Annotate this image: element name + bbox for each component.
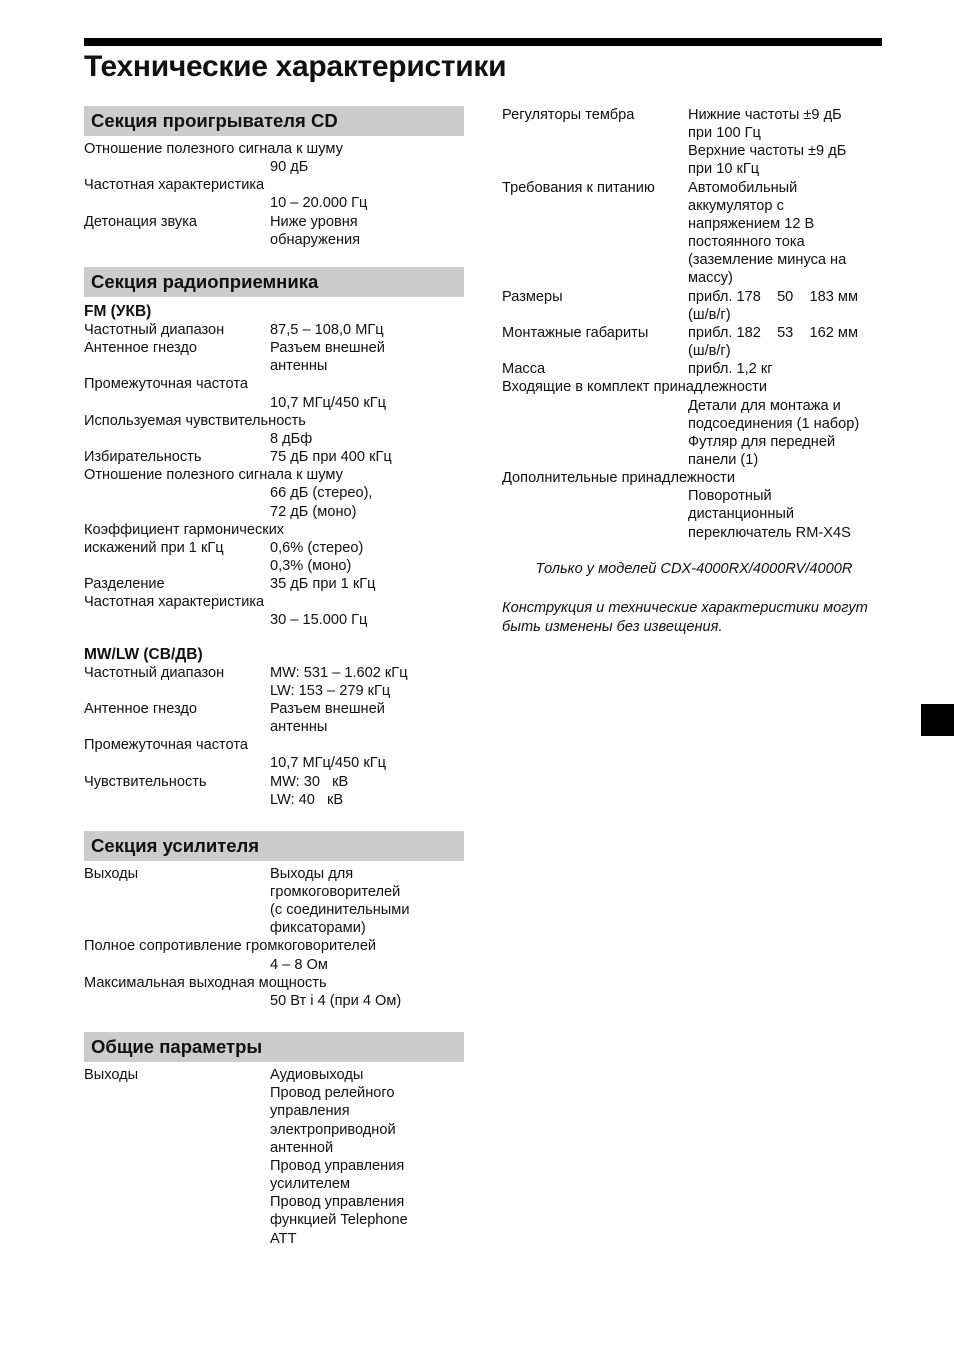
cd-snr-label: Отношение полезного сигнала к шуму — [84, 141, 343, 157]
general-out-label: Выходы — [84, 1067, 139, 1084]
left-column — [84, 106, 464, 1266]
cd-freq-value: 10 – 20.000 Гц — [270, 195, 368, 212]
fm-range-value: 87,5 – 108,0 МГц — [270, 321, 384, 338]
fm-snr-label: Отношение полезного сигнала к шуму — [84, 467, 343, 484]
power-label: Требования к питанию — [502, 179, 655, 196]
fm-sel-value: 75 дБ при 400 кГц — [270, 449, 392, 466]
mwlw-range-value-line: MW: 531 – 1.602 кГц — [270, 664, 408, 681]
tuner-section — [84, 267, 464, 809]
amp-out-value-line: громкоговорителей — [270, 884, 401, 900]
optional-value-line: переключатель RM-X4S — [688, 524, 851, 541]
general-out-value-line: Провод управления — [270, 1157, 405, 1174]
mwlw-if-value: 10,7 МГц/450 кГц — [270, 755, 386, 772]
cd-freq-label: Частотная характеристика — [84, 177, 265, 194]
fm-sep-label: Разделение — [84, 576, 165, 593]
models-note: Только у моделей CDX-4000RX/4000RV/4000R — [535, 560, 853, 577]
cd-section-heading: Секция проигрывателя CD — [84, 106, 464, 136]
mount-value-line: (ш/в/г) — [688, 343, 731, 360]
optional-value-line: Поворотный — [688, 488, 772, 505]
cd-snr-value: 90 дБ — [270, 159, 309, 176]
supplied-value-line: подсоединения (1 набор) — [688, 415, 860, 432]
general-section — [84, 1032, 464, 1248]
tone-value-line: Нижние частоты ±9 дБ — [688, 107, 842, 123]
general-out-value-line: функцией Telephone — [270, 1212, 408, 1229]
power-value-line: (заземление минуса на — [688, 252, 847, 269]
dim-value-line: (ш/в/г) — [688, 306, 731, 323]
fm-sens-value: 8 дБф — [270, 430, 313, 447]
mwlw-subheading: MW/LW (СВ/ДВ) — [84, 645, 203, 663]
tone-value-line: при 10 кГц — [688, 161, 760, 178]
optional-label: Дополнительные принадлежности — [502, 470, 735, 487]
amp-out-value-line: Выходы для — [270, 865, 354, 882]
cd-wow-label: Детонация звука — [84, 213, 198, 230]
power-value-line: напряжением 12 В — [688, 215, 815, 232]
amp-pow-value: 50 Вт і 4 (при 4 Ом) — [270, 992, 402, 1009]
dim-label: Размеры — [502, 288, 563, 305]
supplied-value-line: Футляр для передней — [688, 433, 836, 450]
disclaimer-line: Конструкция и технические характеристики могут — [502, 599, 868, 616]
amp-pow-label: Максимальная выходная мощность — [84, 974, 327, 991]
mwlw-if-label: Промежуточная частота — [84, 737, 248, 754]
fm-subheading: FM (УКВ) — [84, 302, 152, 320]
amp-imp-value: 4 – 8 Ом — [270, 956, 328, 973]
mass-value: прибл. 1,2 кг — [688, 361, 773, 378]
supplied-value-line: панели (1) — [688, 451, 759, 468]
fm-snr-value-line: 72 дБ (моно) — [270, 503, 357, 520]
general-out-value-line: Провод релейного — [270, 1085, 395, 1102]
optional-value-line: дистанционный — [688, 506, 795, 523]
fm-antenna-label: Антенное гнездо — [84, 340, 198, 357]
tuner-section-heading: Секция радиоприемника — [84, 267, 464, 297]
mount-value-line: прибл. 182 53 162 мм — [688, 324, 858, 341]
cd-section — [84, 106, 464, 249]
tone-value-line: Верхние частоты ±9 дБ — [688, 143, 847, 160]
disclaimer-line: быть изменены без извещения. — [502, 618, 723, 635]
mwlw-sens-value-line: MW: 30 кВ — [270, 773, 349, 790]
fm-sel-label: Избирательность — [84, 449, 202, 466]
disclaimer-note — [502, 599, 886, 637]
amp-out-value-line: фиксаторами) — [270, 920, 366, 937]
general-out-value-line: усилителем — [270, 1176, 351, 1193]
power-value-line: постоянного тока — [688, 234, 805, 251]
mwlw-antenna-label: Антенное гнездо — [84, 700, 198, 717]
mount-label: Монтажные габариты — [502, 324, 649, 341]
supplied-label: Входящие в комплект принадлежности — [502, 379, 767, 396]
fm-snr-value-line: 66 дБ (стерео), — [270, 485, 373, 502]
mwlw-range-value-line: LW: 153 – 279 кГц — [270, 682, 391, 699]
mass-label: Масса — [502, 361, 546, 378]
fm-antenna-value-line: Разъем внешней — [270, 340, 385, 357]
general-out-value-line: Аудиовыходы — [270, 1067, 364, 1084]
dim-value-line: прибл. 178 50 183 мм — [688, 288, 858, 305]
cd-wow-row — [84, 213, 464, 249]
mwlw-sens-label: Чувствительность — [84, 773, 207, 790]
side-tab-marker — [921, 704, 954, 736]
cd-wow-value-line: обнаружения — [270, 231, 361, 248]
fm-freq-label: Частотная характеристика — [84, 594, 265, 611]
mwlw-sens-value-line: LW: 40 кВ — [270, 791, 344, 808]
fm-if-value: 10,7 МГц/450 кГц — [270, 394, 386, 411]
page-title: Технические характеристики — [84, 50, 507, 83]
fm-if-label: Промежуточная частота — [84, 376, 248, 393]
general-out-value-line: ATT — [270, 1230, 297, 1247]
tone-value-line: при 100 Гц — [688, 125, 761, 142]
supplied-value-line: Детали для монтажа и — [688, 397, 841, 414]
general-section-heading: Общие параметры — [84, 1032, 464, 1062]
mwlw-antenna-value-line: Разъем внешней — [270, 700, 385, 717]
amp-out-value-line: (с соединительными — [270, 902, 410, 919]
amp-section-heading: Секция усилителя — [84, 831, 464, 861]
mwlw-range-label: Частотный диапазон — [84, 664, 225, 681]
fm-thd-value-line: 0,3% (моно) — [270, 557, 352, 574]
amp-imp-label: Полное сопротивление громкоговорителей — [84, 938, 377, 955]
amp-out-label: Выходы — [84, 865, 139, 882]
fm-sens-label: Используемая чувствительность — [84, 412, 306, 429]
right-column — [502, 106, 886, 637]
fm-range-label: Частотный диапазон — [84, 321, 225, 338]
general-out-value-line: управления — [270, 1103, 350, 1120]
cd-wow-value-line: Ниже уровня — [270, 213, 358, 230]
power-value-line: Автомобильный — [688, 179, 798, 196]
mwlw-antenna-value-line: антенны — [270, 719, 328, 736]
power-value-line: аккумулятор с — [688, 197, 784, 214]
fm-thd-label-line: Коэффициент гармонических — [84, 521, 285, 538]
general-out-value-line: электроприводной — [270, 1121, 396, 1138]
fm-thd-label-line: искажений при 1 кГц — [84, 539, 224, 556]
fm-thd-value-line: 0,6% (стерео) — [270, 539, 364, 556]
general-out-value-line: антенной — [270, 1139, 334, 1156]
fm-antenna-value-line: антенны — [270, 358, 328, 375]
top-rule — [84, 38, 882, 46]
fm-freq-value: 30 – 15.000 Гц — [270, 612, 368, 629]
general-out-value-line: Провод управления — [270, 1194, 405, 1211]
tone-label: Регуляторы тембра — [502, 107, 635, 123]
amp-section — [84, 831, 464, 1010]
fm-sep-value: 35 дБ при 1 кГц — [270, 576, 376, 593]
power-value-line: массу) — [688, 270, 733, 287]
